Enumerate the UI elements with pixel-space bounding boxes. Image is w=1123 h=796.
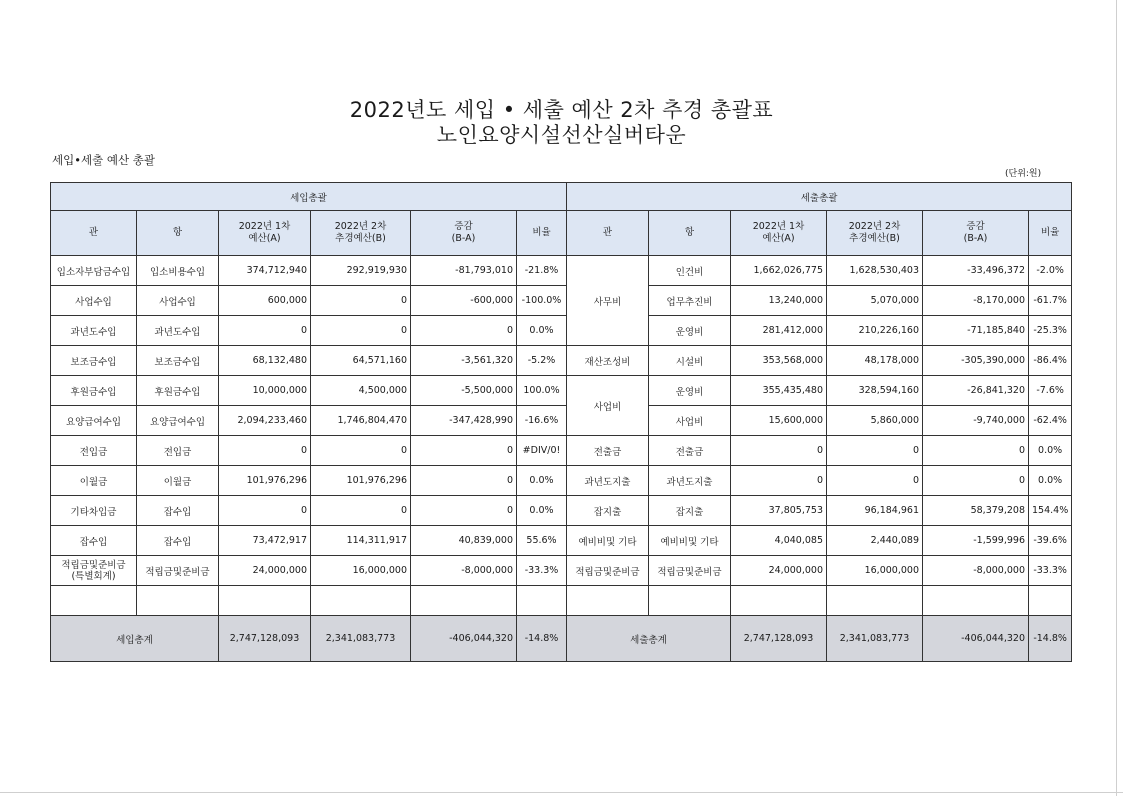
revenue-ratio: -100.0% [517, 286, 567, 316]
revenue-header-budget2: 2022년 2차 추경예산(B) [311, 211, 411, 256]
revenue-ratio: -16.6% [517, 406, 567, 436]
revenue-hang: 잡수입 [137, 496, 219, 526]
expenditure-hang: 사업비 [649, 406, 731, 436]
expenditure-diff: -8,000,000 [923, 556, 1029, 586]
expenditure-diff: -26,841,320 [923, 376, 1029, 406]
expenditure-header-gwan: 관 [567, 211, 649, 256]
revenue-group-header: 세입총괄 [51, 183, 567, 211]
revenue-budget2: 0 [311, 436, 411, 466]
table-row [51, 466, 567, 496]
expenditure-budget2: 1,628,530,403 [827, 256, 923, 286]
revenue-diff: -5,500,000 [411, 376, 517, 406]
table-row [51, 346, 567, 376]
expenditure-header-hang: 항 [649, 211, 731, 256]
expenditure-budget1: 24,000,000 [731, 556, 827, 586]
revenue-budget1: 2,094,233,460 [219, 406, 311, 436]
empty-cell [731, 586, 827, 616]
expenditure-budget1: 355,435,480 [731, 376, 827, 406]
expenditure-gwan: 전출금 [567, 436, 649, 466]
expenditure-ratio: 154.4% [1029, 496, 1072, 526]
page-subtitle: 노인요양시설선산실버타운 [436, 123, 687, 147]
table-row [567, 526, 1072, 556]
revenue-total-budget2: 2,341,083,773 [311, 616, 411, 662]
revenue-hang: 후원금수입 [137, 376, 219, 406]
revenue-budget2: 0 [311, 286, 411, 316]
expenditure-hang: 인건비 [649, 256, 731, 286]
revenue-header-budget1: 2022년 1차 예산(A) [219, 211, 311, 256]
table-row [51, 376, 567, 406]
expenditure-hang: 운영비 [649, 316, 731, 346]
expenditure-diff: -9,740,000 [923, 406, 1029, 436]
expenditure-ratio: 0.0% [1029, 466, 1072, 496]
expenditure-gwan: 적립금및준비금 [567, 556, 649, 586]
expenditure-budget2: 96,184,961 [827, 496, 923, 526]
revenue-hang: 이월금 [137, 466, 219, 496]
table-row [51, 256, 567, 286]
revenue-budget1: 10,000,000 [219, 376, 311, 406]
expenditure-table [566, 182, 1072, 662]
revenue-hang: 보조금수입 [137, 346, 219, 376]
table-row [567, 466, 1072, 496]
table-row [567, 436, 1072, 466]
revenue-ratio: 0.0% [517, 496, 567, 526]
revenue-table [50, 182, 567, 662]
expenditure-hang: 잡지출 [649, 496, 731, 526]
revenue-diff: 0 [411, 466, 517, 496]
table-row-empty [51, 586, 567, 616]
revenue-diff: -347,428,990 [411, 406, 517, 436]
revenue-budget1: 600,000 [219, 286, 311, 316]
expenditure-gwan: 재산조성비 [567, 346, 649, 376]
revenue-gwan: 사업수입 [51, 286, 137, 316]
expenditure-gwan: 예비비및 기타 [567, 526, 649, 556]
expenditure-hang: 전출금 [649, 436, 731, 466]
expenditure-total-row [567, 616, 1072, 662]
revenue-ratio: 100.0% [517, 376, 567, 406]
table-row [567, 556, 1072, 586]
table-row [51, 406, 567, 436]
revenue-total-budget1: 2,747,128,093 [219, 616, 311, 662]
expenditure-budget1: 0 [731, 436, 827, 466]
revenue-hang: 잡수입 [137, 526, 219, 556]
expenditure-budget1: 37,805,753 [731, 496, 827, 526]
revenue-header-hang: 항 [137, 211, 219, 256]
revenue-ratio: 0.0% [517, 316, 567, 346]
expenditure-hang: 예비비및 기타 [649, 526, 731, 556]
empty-cell [311, 586, 411, 616]
revenue-budget1: 0 [219, 496, 311, 526]
revenue-hang: 전입금 [137, 436, 219, 466]
expenditure-diff: -33,496,372 [923, 256, 1029, 286]
revenue-budget1: 374,712,940 [219, 256, 311, 286]
empty-cell [1029, 586, 1072, 616]
empty-cell [517, 586, 567, 616]
table-row [51, 526, 567, 556]
expenditure-gwan: 사무비 [567, 256, 649, 346]
table-row [51, 286, 567, 316]
revenue-ratio: -5.2% [517, 346, 567, 376]
revenue-budget2: 64,571,160 [311, 346, 411, 376]
expenditure-diff: -71,185,840 [923, 316, 1029, 346]
table-row [51, 556, 567, 586]
expenditure-budget2: 328,594,160 [827, 376, 923, 406]
revenue-ratio: -21.8% [517, 256, 567, 286]
revenue-diff: -3,561,320 [411, 346, 517, 376]
table-row [567, 346, 1072, 376]
expenditure-total-budget2: 2,341,083,773 [827, 616, 923, 662]
expenditure-budget2: 210,226,160 [827, 316, 923, 346]
expenditure-ratio: 0.0% [1029, 436, 1072, 466]
expenditure-hang: 적립금및준비금 [649, 556, 731, 586]
expenditure-ratio: -25.3% [1029, 316, 1072, 346]
revenue-gwan: 요양급여수입 [51, 406, 137, 436]
expenditure-header-diff: 증감 (B-A) [923, 211, 1029, 256]
expenditure-ratio: -39.6% [1029, 526, 1072, 556]
revenue-gwan: 이월금 [51, 466, 137, 496]
expenditure-budget1: 0 [731, 466, 827, 496]
expenditure-diff: -305,390,000 [923, 346, 1029, 376]
expenditure-budget1: 4,040,085 [731, 526, 827, 556]
revenue-hang: 적립금및준비금 [137, 556, 219, 586]
expenditure-gwan: 잡지출 [567, 496, 649, 526]
revenue-budget2: 1,746,804,470 [311, 406, 411, 436]
revenue-diff: 0 [411, 496, 517, 526]
expenditure-ratio: -7.6% [1029, 376, 1072, 406]
revenue-gwan: 입소자부담금수입 [51, 256, 137, 286]
empty-cell [827, 586, 923, 616]
revenue-total-row [51, 616, 567, 662]
revenue-budget2: 114,311,917 [311, 526, 411, 556]
unit-note: (단위:원) [1005, 169, 1042, 179]
expenditure-ratio: -33.3% [1029, 556, 1072, 586]
revenue-budget2: 292,919,930 [311, 256, 411, 286]
expenditure-group-header: 세출총괄 [567, 183, 1072, 211]
expenditure-total-ratio: -14.8% [1029, 616, 1072, 662]
expenditure-budget2: 16,000,000 [827, 556, 923, 586]
expenditure-budget1: 353,568,000 [731, 346, 827, 376]
expenditure-budget1: 1,662,026,775 [731, 256, 827, 286]
expenditure-total-diff: -406,044,320 [923, 616, 1029, 662]
revenue-total-diff: -406,044,320 [411, 616, 517, 662]
expenditure-header-ratio: 비율 [1029, 211, 1072, 256]
expenditure-budget1: 13,240,000 [731, 286, 827, 316]
expenditure-hang: 업무추진비 [649, 286, 731, 316]
expenditure-budget1: 15,600,000 [731, 406, 827, 436]
revenue-header-diff: 증감 (B-A) [411, 211, 517, 256]
revenue-hang: 과년도수입 [137, 316, 219, 346]
expenditure-budget2: 5,860,000 [827, 406, 923, 436]
table-row [51, 496, 567, 526]
expenditure-ratio: -62.4% [1029, 406, 1072, 436]
revenue-ratio: 55.6% [517, 526, 567, 556]
revenue-gwan: 적립금및준비금 (특별회계) [51, 556, 137, 586]
expenditure-ratio: -2.0% [1029, 256, 1072, 286]
revenue-budget1: 101,976,296 [219, 466, 311, 496]
revenue-hang: 입소비용수입 [137, 256, 219, 286]
expenditure-hang: 과년도지출 [649, 466, 731, 496]
revenue-gwan: 보조금수입 [51, 346, 137, 376]
expenditure-hang: 운영비 [649, 376, 731, 406]
revenue-budget1: 0 [219, 436, 311, 466]
empty-cell [411, 586, 517, 616]
expenditure-diff: -8,170,000 [923, 286, 1029, 316]
page-edge-bottom [0, 792, 1123, 793]
expenditure-budget1: 281,412,000 [731, 316, 827, 346]
expenditure-total-budget1: 2,747,128,093 [731, 616, 827, 662]
revenue-budget2: 101,976,296 [311, 466, 411, 496]
expenditure-budget2: 0 [827, 466, 923, 496]
revenue-budget1: 68,132,480 [219, 346, 311, 376]
section-title: 세입•세출 예산 총괄 [52, 153, 155, 167]
revenue-gwan: 기타차입금 [51, 496, 137, 526]
empty-cell [219, 586, 311, 616]
empty-cell [567, 586, 649, 616]
revenue-budget2: 0 [311, 496, 411, 526]
revenue-budget2: 4,500,000 [311, 376, 411, 406]
empty-cell [923, 586, 1029, 616]
expenditure-ratio: -61.7% [1029, 286, 1072, 316]
revenue-total-ratio: -14.8% [517, 616, 567, 662]
expenditure-hang: 시설비 [649, 346, 731, 376]
revenue-hang: 요양급여수입 [137, 406, 219, 436]
revenue-header-ratio: 비율 [517, 211, 567, 256]
page-title: 2022년도 세입 • 세출 예산 2차 추경 총괄표 [349, 98, 774, 122]
table-row [51, 436, 567, 466]
revenue-total-label: 세입총계 [51, 616, 219, 662]
empty-cell [51, 586, 137, 616]
table-row-empty [567, 586, 1072, 616]
expenditure-budget2: 2,440,089 [827, 526, 923, 556]
expenditure-diff: 0 [923, 436, 1029, 466]
revenue-diff: 40,839,000 [411, 526, 517, 556]
expenditure-diff: 58,379,208 [923, 496, 1029, 526]
revenue-budget1: 73,472,917 [219, 526, 311, 556]
expenditure-budget2: 48,178,000 [827, 346, 923, 376]
expenditure-diff: 0 [923, 466, 1029, 496]
revenue-budget2: 16,000,000 [311, 556, 411, 586]
revenue-ratio: #DIV/0! [517, 436, 567, 466]
revenue-ratio: 0.0% [517, 466, 567, 496]
expenditure-budget2: 0 [827, 436, 923, 466]
expenditure-ratio: -86.4% [1029, 346, 1072, 376]
table-row [567, 256, 1072, 286]
expenditure-gwan: 사업비 [567, 376, 649, 436]
revenue-gwan: 전입금 [51, 436, 137, 466]
revenue-ratio: -33.3% [517, 556, 567, 586]
expenditure-gwan: 과년도지출 [567, 466, 649, 496]
expenditure-budget2: 5,070,000 [827, 286, 923, 316]
revenue-diff: 0 [411, 436, 517, 466]
revenue-budget1: 0 [219, 316, 311, 346]
table-row [567, 376, 1072, 406]
expenditure-total-label: 세출총계 [567, 616, 731, 662]
revenue-diff: -81,793,010 [411, 256, 517, 286]
table-row [51, 316, 567, 346]
empty-cell [137, 586, 219, 616]
empty-cell [649, 586, 731, 616]
expenditure-header-budget1: 2022년 1차 예산(A) [731, 211, 827, 256]
expenditure-diff: -1,599,996 [923, 526, 1029, 556]
revenue-budget1: 24,000,000 [219, 556, 311, 586]
revenue-diff: -600,000 [411, 286, 517, 316]
revenue-gwan: 후원금수입 [51, 376, 137, 406]
expenditure-header-budget2: 2022년 2차 추경예산(B) [827, 211, 923, 256]
revenue-gwan: 과년도수입 [51, 316, 137, 346]
table-row [567, 496, 1072, 526]
revenue-diff: -8,000,000 [411, 556, 517, 586]
revenue-diff: 0 [411, 316, 517, 346]
revenue-header-gwan: 관 [51, 211, 137, 256]
revenue-budget2: 0 [311, 316, 411, 346]
revenue-hang: 사업수입 [137, 286, 219, 316]
revenue-gwan: 잡수입 [51, 526, 137, 556]
